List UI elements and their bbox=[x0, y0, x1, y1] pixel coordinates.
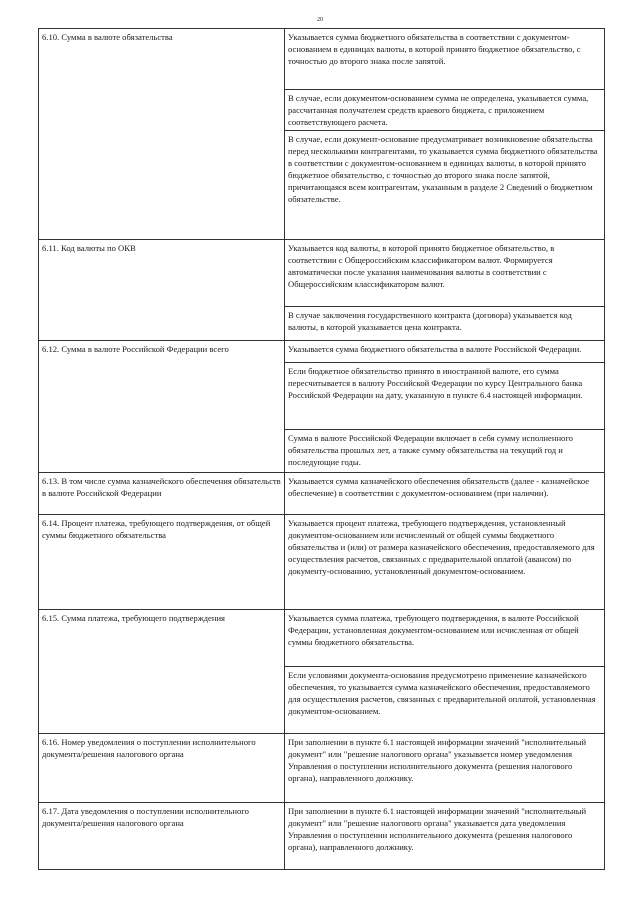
field-name: 6.16. Номер уведомления о поступлении исполнительного документа/решения налогового органа bbox=[39, 734, 285, 803]
field-name: 6.12. Сумма в валюте Российской Федерации всего bbox=[39, 341, 285, 473]
table-row bbox=[39, 341, 605, 363]
field-description: При заполнении в пункте 6.1 настоящей информации значений "исполнительный документ" или "решение налогового органа" указывается номер уведомления Управления о поступлении исполнительного документа (решения налогового органа), направленного должнику. bbox=[285, 734, 605, 803]
field-name: 6.13. В том числе сумма казначейского обеспечения обязательств в валюте Российской Федерации bbox=[39, 473, 285, 515]
table-row bbox=[39, 240, 605, 307]
requirements-table bbox=[38, 28, 605, 870]
field-description: Указывается сумма бюджетного обязательства в валюте Российской Федерации. bbox=[285, 341, 605, 363]
field-description: Если условиями документа-основания предусмотрено применение казначейского обеспечения, то указывается сумма казначейского обеспечения, предоставляемого для осуществления расчетов, связанных с предварительной оплатой, установленная документом-основанием. bbox=[285, 667, 605, 734]
table-row bbox=[39, 515, 605, 610]
field-description: Если бюджетное обязательство принято в иностранной валюте, его сумма пересчитывается в валюту Российской Федерации по курсу Центрального банка Российской Федерации на дату, указанную в пункте 6.4 настоящей информации. bbox=[285, 363, 605, 430]
table-row bbox=[39, 803, 605, 870]
field-name: 6.15. Сумма платежа, требующего подтверждения bbox=[39, 610, 285, 734]
field-name: 6.14. Процент платежа, требующего подтверждения, от общей суммы бюджетного обязательства bbox=[39, 515, 285, 610]
field-name: 6.10. Сумма в валюте обязательства bbox=[39, 29, 285, 240]
field-description: В случае, если документом-основанием сумма не определена, указывается сумма, рассчитанная получателем средств краевого бюджета, с приложением соответствующего расчета. bbox=[285, 90, 605, 131]
field-description: Указывается процент платежа, требующего подтверждения, установленный документом-основанием или исчисленный от общей суммы бюджетного обязательства и (или) от размера казначейского обеспечения, предоставляемого для осуществления расчетов, связанных с предварительной оплатой (авансом) по документу-основанию, установленный документом-основанием. bbox=[285, 515, 605, 610]
field-description: В случае, если документ-основание предусматривает возникновение обязательства перед несколькими контрагентами, то указывается сумма бюджетного обязательства в соответствии с документом-основанием в единицах валюты, в которой принято бюджетное обязательство, с точностью до второго знака после запятой, причитающаяся всем контрагентам, указанным в разделе 2 Сведений о бюджетном обязательстве. bbox=[285, 131, 605, 240]
table-row bbox=[39, 610, 605, 667]
table-row bbox=[39, 734, 605, 803]
field-description: Указывается сумма казначейского обеспечения обязательств (далее - казначейское обеспечение) в соответствии с документом-основанием (при наличии). bbox=[285, 473, 605, 515]
field-description: При заполнении в пункте 6.1 настоящей информации значений "исполнительный документ" или "решение налогового органа" указывается дата уведомления Управления о поступлении исполнительного документа (решения налогового органа), направленного должнику. bbox=[285, 803, 605, 870]
field-description: Указывается сумма бюджетного обязательства в соответствии с документом-основанием в единицах валюты, в которой принято бюджетное обязательство, с точностью до второго знака после запятой. bbox=[285, 29, 605, 90]
table-row bbox=[39, 29, 605, 90]
field-description: Указывается код валюты, в которой принято бюджетное обязательство, в соответствии с Общероссийским классификатором валют. Формируется автоматически после указания наименования валюты в соответствии с Общероссийским классификатором валют. bbox=[285, 240, 605, 307]
field-description: В случае заключения государственного контракта (договора) указывается код валюты, в которой указывается цена контракта. bbox=[285, 307, 605, 341]
field-name: 6.11. Код валюты по ОКВ bbox=[39, 240, 285, 341]
page-number: 20 bbox=[317, 17, 323, 23]
field-name: 6.17. Дата уведомления о поступлении исполнительного документа/решения налогового органа bbox=[39, 803, 285, 870]
table-row bbox=[39, 473, 605, 515]
field-description: Указывается сумма платежа, требующего подтверждения, в валюте Российской Федерации, установленная документом-основанием или исчисленная от общей суммы бюджетного обязательства. bbox=[285, 610, 605, 667]
field-description: Сумма в валюте Российской Федерации включает в себя сумму исполненного обязательства прошлых лет, а также сумму обязательства на текущий год и последующие годы. bbox=[285, 430, 605, 473]
